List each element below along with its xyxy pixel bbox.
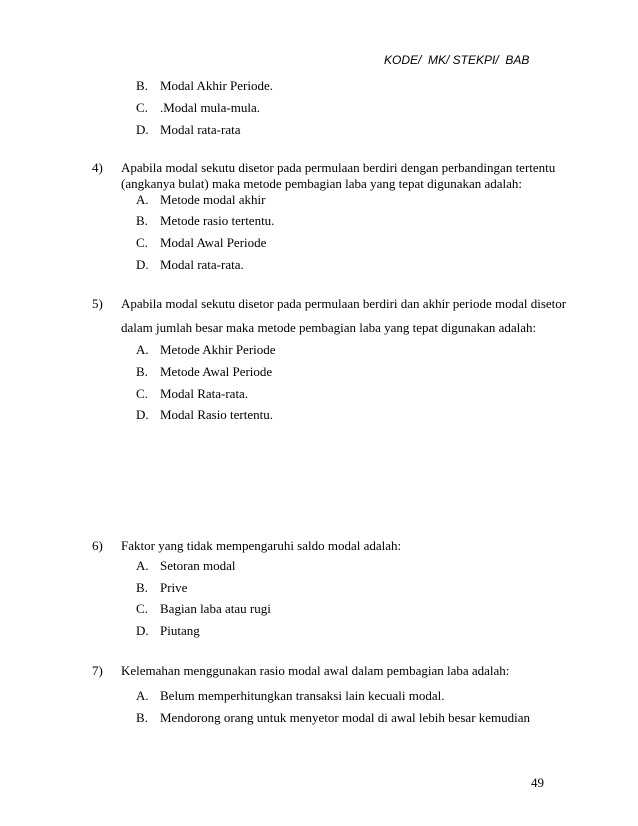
question-5-number: 5) — [92, 296, 103, 311]
question-6-option-c — [136, 601, 271, 616]
option-letter: D. — [136, 257, 149, 272]
option-text: Modal rata-rata — [160, 122, 241, 137]
carryover-option-c — [136, 100, 260, 115]
option-letter: B. — [136, 710, 148, 725]
question-4-number: 4) — [92, 160, 103, 175]
option-letter: A. — [136, 342, 149, 357]
option-letter: B. — [136, 580, 148, 595]
option-letter: A. — [136, 558, 149, 573]
option-text: Metode Awal Periode — [160, 364, 273, 379]
option-text: Metode Akhir Periode — [160, 342, 276, 357]
question-5-text-line-1: Apabila modal sekutu disetor pada permulaan berdiri dan akhir periode modal disetor — [121, 296, 567, 311]
option-letter: A. — [136, 688, 149, 703]
option-text: Mendorong orang untuk menyetor modal di awal lebih besar kemudian — [160, 710, 531, 725]
option-letter: D. — [136, 623, 149, 638]
question-5-text-line-2: dalam jumlah besar maka metode pembagian laba yang tepat digunakan adalah: — [121, 320, 537, 335]
option-text: Bagian laba atau rugi — [160, 601, 271, 616]
option-text: Modal Rata-rata. — [160, 386, 249, 401]
question-5-option-c — [136, 386, 248, 401]
option-letter: D. — [136, 122, 149, 137]
carryover-option-b — [136, 78, 273, 93]
question-7-option-a — [136, 688, 444, 703]
question-5-option-d — [136, 407, 273, 422]
question-4-text-line-2: (angkanya bulat) maka metode pembagian laba yang tepat digunakan adalah: — [121, 176, 523, 191]
option-text: Metode rasio tertentu. — [160, 213, 275, 228]
question-5-option-b — [136, 364, 272, 379]
document-header-code: KODE/ MK/ STEKPI/ BAB — [384, 53, 530, 67]
option-letter: C. — [136, 386, 148, 401]
option-text: Setoran modal — [160, 558, 236, 573]
option-letter: B. — [136, 364, 148, 379]
question-7-text-line-1: Kelemahan menggunakan rasio modal awal dalam pembagian laba adalah: — [121, 663, 510, 678]
question-4-option-d — [136, 257, 244, 272]
question-7-number: 7) — [92, 663, 103, 678]
option-text: Modal Akhir Periode. — [160, 78, 274, 93]
question-6-number: 6) — [92, 538, 103, 553]
option-letter: C. — [136, 601, 148, 616]
question-7-option-b — [136, 710, 530, 725]
option-text: Belum memperhitungkan transaksi lain kecuali modal. — [160, 688, 445, 703]
option-letter: B. — [136, 213, 148, 228]
option-text: Prive — [160, 580, 188, 595]
question-6-option-b — [136, 580, 187, 595]
option-letter: C. — [136, 100, 148, 115]
option-text: Modal rata-rata. — [160, 257, 244, 272]
option-letter: C. — [136, 235, 148, 250]
option-letter: B. — [136, 78, 148, 93]
question-4-option-b — [136, 213, 274, 228]
question-6-option-a — [136, 558, 235, 573]
question-4-option-c — [136, 235, 266, 250]
option-text: Modal Rasio tertentu. — [160, 407, 274, 422]
question-5-option-a — [136, 342, 276, 357]
carryover-option-d — [136, 122, 240, 137]
option-text: .Modal mula-mula. — [160, 100, 261, 115]
question-6-option-d — [136, 623, 200, 638]
page-number: 49 — [531, 775, 544, 790]
option-text: Piutang — [160, 623, 200, 638]
option-text: Modal Awal Periode — [160, 235, 267, 250]
question-4-text-line-1: Apabila modal sekutu disetor pada permulaan berdiri dengan perbandingan tertentu — [121, 160, 556, 175]
option-letter: D. — [136, 407, 149, 422]
question-4-option-a — [136, 192, 265, 207]
option-text: Metode modal akhir — [160, 192, 266, 207]
option-letter: A. — [136, 192, 149, 207]
question-6-text-line-1: Faktor yang tidak mempengaruhi saldo modal adalah: — [121, 538, 402, 553]
